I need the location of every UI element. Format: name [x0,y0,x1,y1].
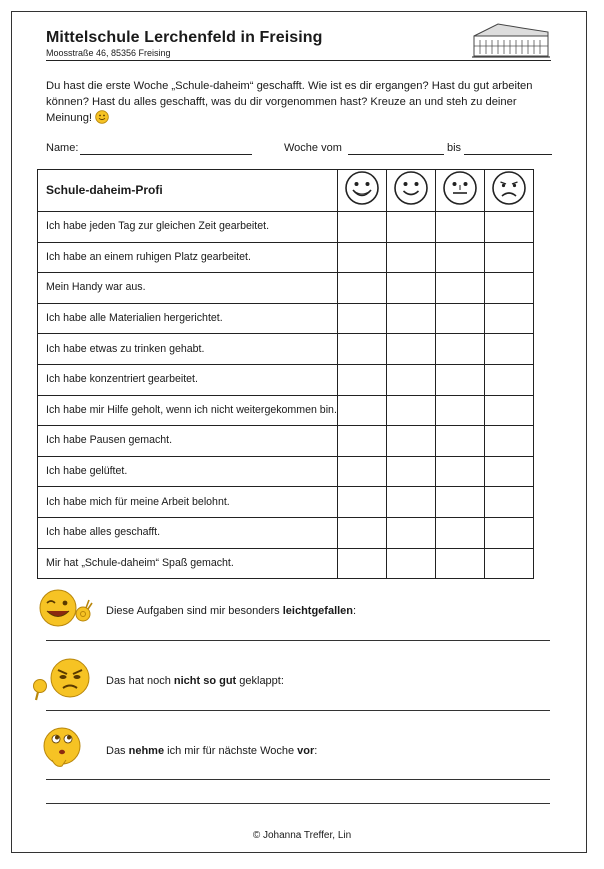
rating-checkbox[interactable] [485,487,534,518]
reflection-hard-suffix: geklappt: [236,675,284,687]
rating-checkbox[interactable] [387,242,436,273]
rating-checkbox[interactable] [338,334,387,365]
rating-checkbox[interactable] [387,517,436,548]
name-week-row [46,142,552,158]
table-row [38,364,534,395]
rating-checkbox[interactable] [338,426,387,457]
criterion-label: Mein Handy war aus. [38,273,338,304]
rating-checkbox[interactable] [436,212,485,243]
name-label: Name: [46,142,79,154]
criterion-label: Ich habe mir Hilfe geholt, wenn ich nicht weitergekommen bin. [38,395,338,426]
rating-checkbox[interactable] [436,334,485,365]
criterion-label: Ich habe alles geschafft. [38,517,338,548]
criterion-label: Ich habe konzentriert gearbeitet. [38,364,338,395]
rating-checkbox[interactable] [387,456,436,487]
neutral-face-icon [442,170,478,206]
sad-face-icon [491,170,527,206]
rating-checkbox[interactable] [338,548,387,579]
rating-checkbox[interactable] [485,426,534,457]
rating-checkbox[interactable] [485,548,534,579]
rating-checkbox[interactable] [338,395,387,426]
table-title: Schule-daheim-Profi [38,170,338,212]
criterion-label: Ich habe Pausen gemacht. [38,426,338,457]
reflection-easy-bold: leichtgefallen [282,605,354,617]
reflection-plan-bold-1: nehme [128,745,165,757]
smiley-icon [95,110,109,124]
table-row [38,456,534,487]
rating-checkbox[interactable] [338,364,387,395]
rating-checkbox[interactable] [436,242,485,273]
header-divider [46,60,551,61]
rating-checkbox[interactable] [436,548,485,579]
answer-line[interactable] [46,779,550,780]
table-row [38,242,534,273]
rating-checkbox[interactable] [485,517,534,548]
rating-checkbox[interactable] [387,364,436,395]
table-row [38,395,534,426]
rating-checkbox[interactable] [485,273,534,304]
criterion-label: Ich habe etwas zu trinken gehabt. [38,334,338,365]
criterion-label: Ich habe jeden Tag zur gleichen Zeit gearbeitet. [38,212,338,243]
table-row [38,212,534,243]
rating-checkbox[interactable] [387,548,436,579]
criterion-label: Ich habe an einem ruhigen Platz gearbeitet. [38,242,338,273]
reflection-easy [46,588,550,628]
answer-line[interactable] [46,710,550,711]
reflection-plan-bold-2: vor [297,745,315,757]
rating-checkbox[interactable] [338,487,387,518]
face-header-2 [387,170,436,212]
reflection-hard-prefix: Das hat noch [106,675,174,687]
rating-checkbox[interactable] [436,395,485,426]
rating-checkbox[interactable] [338,273,387,304]
reflection-plan [46,726,550,772]
table-row [38,303,534,334]
intro-paragraph: Du hast die erste Woche „Schule-daheim“ geschafft. Wie ist es dir ergangen? Hast du gut arbeiten können? Hast du alles geschafft, was du dir vorgenommen hast? Kreuze an und steh zu deiner Meinung! [46,80,533,124]
rating-checkbox[interactable] [387,395,436,426]
self-assessment-table [37,169,534,579]
answer-line[interactable] [46,640,550,641]
table-header-row [38,170,534,212]
rating-checkbox[interactable] [338,517,387,548]
rating-checkbox[interactable] [485,334,534,365]
reflection-plan-middle: ich mir für nächste Woche [164,745,298,757]
table-row [38,548,534,579]
rating-checkbox[interactable] [485,456,534,487]
week-from-label: Woche vom [284,142,342,154]
intro-text [46,79,558,127]
table-row [38,487,534,518]
rating-checkbox[interactable] [338,456,387,487]
reflection-plan-suffix: : [314,745,318,757]
reflection-easy-suffix: : [353,605,357,617]
face-header-1 [338,170,387,212]
copyright-footer: © Johanna Treffer, Lin [252,830,352,841]
reflection-hard [46,656,550,702]
table-row [38,334,534,365]
criterion-label: Ich habe mich für meine Arbeit belohnt. [38,487,338,518]
angry-thumbs-down-emoji-icon [32,656,92,702]
table-row [38,517,534,548]
rating-checkbox[interactable] [485,303,534,334]
reflection-hard-text [106,675,284,687]
criterion-label: Ich habe alle Materialien hergerichtet. [38,303,338,334]
criterion-label: Mir hat „Schule-daheim“ Spaß gemacht. [38,548,338,579]
name-field[interactable] [80,154,252,155]
face-header-4 [485,170,534,212]
rating-checkbox[interactable] [338,242,387,273]
rating-checkbox[interactable] [387,426,436,457]
rating-checkbox[interactable] [485,364,534,395]
face-header-3 [436,170,485,212]
reflection-plan-text [106,745,317,757]
week-until-field[interactable] [464,154,552,155]
week-until-label: bis [447,142,462,154]
school-building-icon [472,20,550,60]
rating-checkbox[interactable] [436,364,485,395]
reflection-easy-prefix: Diese Aufgaben sind mir besonders [106,605,283,617]
very-happy-face-icon [344,170,380,206]
rating-checkbox[interactable] [485,242,534,273]
rating-checkbox[interactable] [387,273,436,304]
school-name: Mittelschule Lerchenfeld in Freising [46,29,323,46]
reflection-easy-text [106,605,356,617]
rating-checkbox[interactable] [485,395,534,426]
rating-checkbox[interactable] [338,212,387,243]
school-address: Moosstraße 46, 85356 Freising [46,48,171,58]
rating-checkbox[interactable] [436,487,485,518]
week-from-field[interactable] [348,154,444,155]
rating-checkbox[interactable] [436,303,485,334]
criterion-label: Ich habe gelüftet. [38,456,338,487]
answer-line[interactable] [46,803,550,804]
rating-checkbox[interactable] [436,273,485,304]
rating-checkbox[interactable] [436,517,485,548]
rating-checkbox[interactable] [387,487,436,518]
rating-checkbox[interactable] [387,334,436,365]
rating-checkbox[interactable] [387,212,436,243]
rating-checkbox[interactable] [436,456,485,487]
thinking-emoji-icon [42,726,86,774]
rating-checkbox[interactable] [387,303,436,334]
winking-ok-emoji-icon [38,588,94,630]
rating-checkbox[interactable] [338,303,387,334]
reflection-plan-prefix: Das [106,745,129,757]
rating-checkbox[interactable] [485,212,534,243]
rating-checkbox[interactable] [436,426,485,457]
reflection-hard-bold: nicht so gut [173,675,237,687]
table-row [38,426,534,457]
table-row [38,273,534,304]
happy-face-icon [393,170,429,206]
